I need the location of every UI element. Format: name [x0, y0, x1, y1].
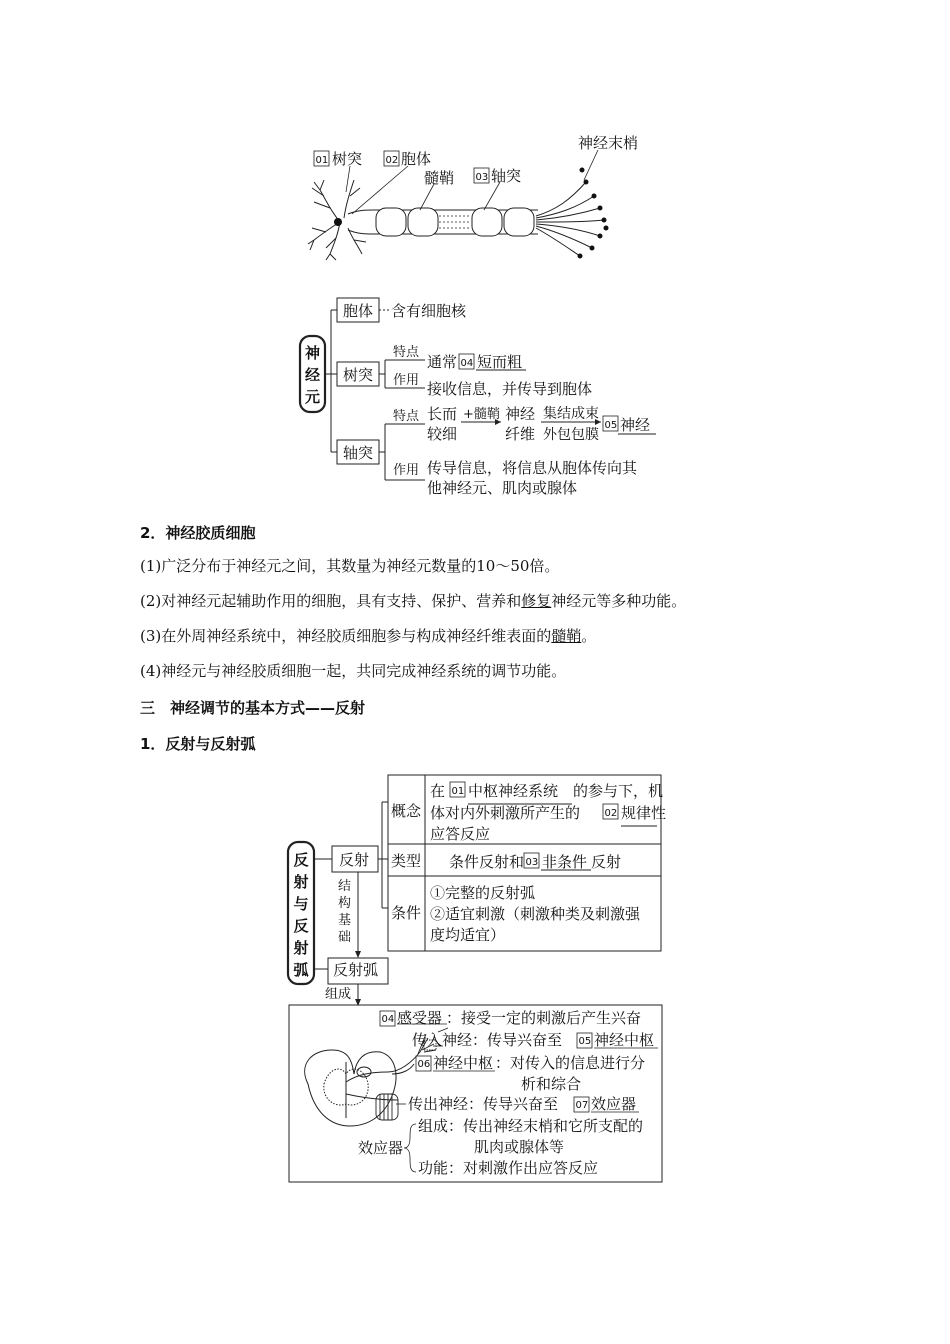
glia-p2-a: (2)对神经元起辅助作用的细胞，具有支持、保护、营养和: [140, 592, 522, 610]
concept-num-1: 01: [451, 786, 465, 797]
label-myelin: 髓鞘: [424, 169, 455, 187]
neuron-diagram: [300, 130, 660, 265]
condition-label: 条件: [391, 904, 422, 922]
dendrite-feature: 短而粗: [477, 353, 523, 371]
reflex-concept-map: [285, 772, 667, 979]
dendrite-function: 接收信息，并传导到胞体: [427, 380, 593, 398]
center-desc-l2: 析和综合: [521, 1075, 582, 1093]
soma-node: 胞体: [343, 302, 374, 320]
basis-char-1: 结: [338, 879, 352, 894]
axon-gap: [439, 216, 471, 228]
concept-l1-b: 的参与下，机: [573, 782, 664, 800]
reflex-node: 反射: [339, 851, 370, 869]
section-2-heading: 2．神经胶质细胞: [140, 524, 256, 542]
axon-function-l2: 他神经元、肌肉或腺体: [427, 479, 578, 497]
label-num-03: 03: [475, 172, 489, 183]
root-char-3: 元: [304, 388, 321, 406]
center-label: 神经中枢: [433, 1054, 494, 1072]
arc-num-7: 07: [575, 1100, 589, 1111]
reflex-root-char-2: 射: [293, 873, 309, 891]
condition-l3: 度均适宜）: [430, 926, 506, 944]
basis-char-4: 础: [338, 930, 352, 945]
dendrite-feature-prefix: 通常: [427, 353, 458, 371]
root-char-2: 经: [304, 366, 321, 384]
concept-l2-a: 体对内外刺激所产生的: [430, 804, 581, 822]
type-num: 03: [525, 857, 539, 868]
axon-feature-l1: 长而: [427, 405, 458, 423]
afferent-target: 神经中枢: [594, 1031, 655, 1049]
dendrite-feature-label: 特点: [393, 345, 420, 360]
concept-l3: 应答反应: [430, 825, 491, 843]
glia-p3-b: 。: [581, 627, 597, 645]
reflex-root-char-4: 反: [293, 917, 309, 935]
spinal-cord-icon: [305, 1050, 396, 1126]
effector-composition-l2: 肌肉或腺体等: [474, 1138, 565, 1156]
receptor-desc: ：接受一定的刺激后产生兴奋: [446, 1009, 642, 1027]
glia-paragraph-4: (4)神经元与神经胶质细胞一起，共同完成神经系统的调节功能。: [140, 662, 567, 680]
reflex-root-char-3: 与: [293, 895, 309, 913]
glia-p2-b: 神经元等多种功能。: [551, 592, 687, 610]
glia-p3-a: (3)在外周神经系统中，神经胶质细胞参与构成神经纤维表面的: [140, 627, 552, 645]
basis-char-3: 基: [338, 913, 352, 928]
effector-function: 功能：对刺激作出应答反应: [418, 1159, 599, 1177]
label-soma: 胞体: [401, 150, 432, 168]
reflex-root-char-5: 射: [293, 939, 309, 957]
section-3-subheading: 1．反射与反射弧: [140, 735, 256, 753]
compose-label: 组成: [325, 987, 352, 1002]
section-3-heading: 三 神经调节的基本方式——反射: [140, 699, 366, 717]
glia-p2-underlined: 修复: [521, 592, 552, 610]
type-label: 类型: [391, 852, 422, 870]
fiber-l2: 纤维: [505, 425, 536, 443]
type-b: 反射: [591, 853, 622, 871]
axon-function-l1: 传导信息，将信息从胞体传向其: [427, 459, 638, 477]
label-num-01: 01: [315, 155, 329, 166]
efferent-nerve: 传出神经：传导兴奋至: [408, 1095, 559, 1113]
basis-char-2: 构: [338, 896, 352, 911]
effector-composition-l1: 组成：传出神经末梢和它所支配的: [418, 1117, 644, 1135]
concept-num-2: 02: [604, 808, 618, 819]
root-char-1: 神: [304, 344, 321, 362]
fiber-l1: 神经: [505, 405, 536, 423]
condition-l1: ①完整的反射弧: [430, 884, 536, 902]
axon-feature-l2: 较细: [427, 425, 458, 443]
nucleus-dot: [334, 218, 342, 226]
arrow-bundle-top: 集结成束: [543, 406, 599, 422]
neural-pathway: [346, 1052, 420, 1100]
condition-l2: ②适宜刺激（刺激种类及刺激强: [430, 905, 641, 923]
arc-num-4: 04: [381, 1014, 395, 1025]
afferent-nerve: 传入神经：传导兴奋至: [412, 1031, 563, 1049]
nerve-result: 神经: [620, 416, 651, 434]
reflex-root-char-6: 弧: [293, 961, 309, 979]
glia-paragraph-2: [140, 591, 686, 611]
glia-paragraph-3: [140, 626, 596, 646]
dendrite-node: 树突: [343, 366, 374, 384]
neuron-concept-map: [295, 292, 665, 507]
ganglion-icon: [357, 1067, 371, 1077]
dendrite-function-label: 作用: [393, 373, 420, 388]
glia-p3-underlined: 髓鞘: [551, 627, 582, 645]
effector-label: 效应器: [358, 1139, 404, 1157]
arrow-bundle-bottom: 外包包膜: [543, 427, 599, 443]
arrow-myelin-label: +髓鞘: [463, 407, 500, 422]
label-nerve-terminal: 神经末梢: [578, 134, 639, 152]
glia-paragraph-1: (1)广泛分布于神经元之间，其数量为神经元数量的10～50倍。: [140, 557, 560, 575]
axon-function-label: 作用: [393, 463, 420, 478]
reflex-arc-diagram: [288, 1004, 664, 1184]
concept-l2-underlined: 规律性: [621, 804, 667, 822]
type-underlined: 非条件: [542, 853, 588, 871]
receptor-label: 感受器: [397, 1009, 443, 1027]
arc-num-6: 06: [417, 1059, 431, 1070]
dendrite-feature-num: 04: [460, 358, 474, 369]
center-desc-l1: ：对传入的信息进行分: [495, 1054, 646, 1072]
reflex-root-char-1: 反: [293, 851, 309, 869]
concept-l1-underlined: 中枢神经系统: [468, 782, 559, 800]
label-num-02: 02: [385, 155, 399, 166]
arc-node: 反射弧: [333, 961, 379, 979]
label-dendrite: 树突: [332, 150, 363, 168]
axon-feature-label: 特点: [393, 409, 420, 424]
reflex-arc-link: [285, 956, 665, 1008]
nerve-terminal-branches: [536, 182, 604, 256]
label-axon: 轴突: [491, 167, 522, 185]
soma-desc: 含有细胞核: [391, 302, 467, 320]
efferent-target: 效应器: [591, 1095, 637, 1113]
nerve-num: 05: [604, 420, 618, 431]
arc-num-5: 05: [578, 1036, 592, 1047]
axon-node: 轴突: [343, 444, 374, 462]
effector-muscle-icon: [376, 1094, 398, 1120]
concept-label: 概念: [391, 802, 422, 820]
type-a: 条件反射和: [449, 853, 525, 871]
concept-l1-a: 在: [430, 782, 446, 800]
